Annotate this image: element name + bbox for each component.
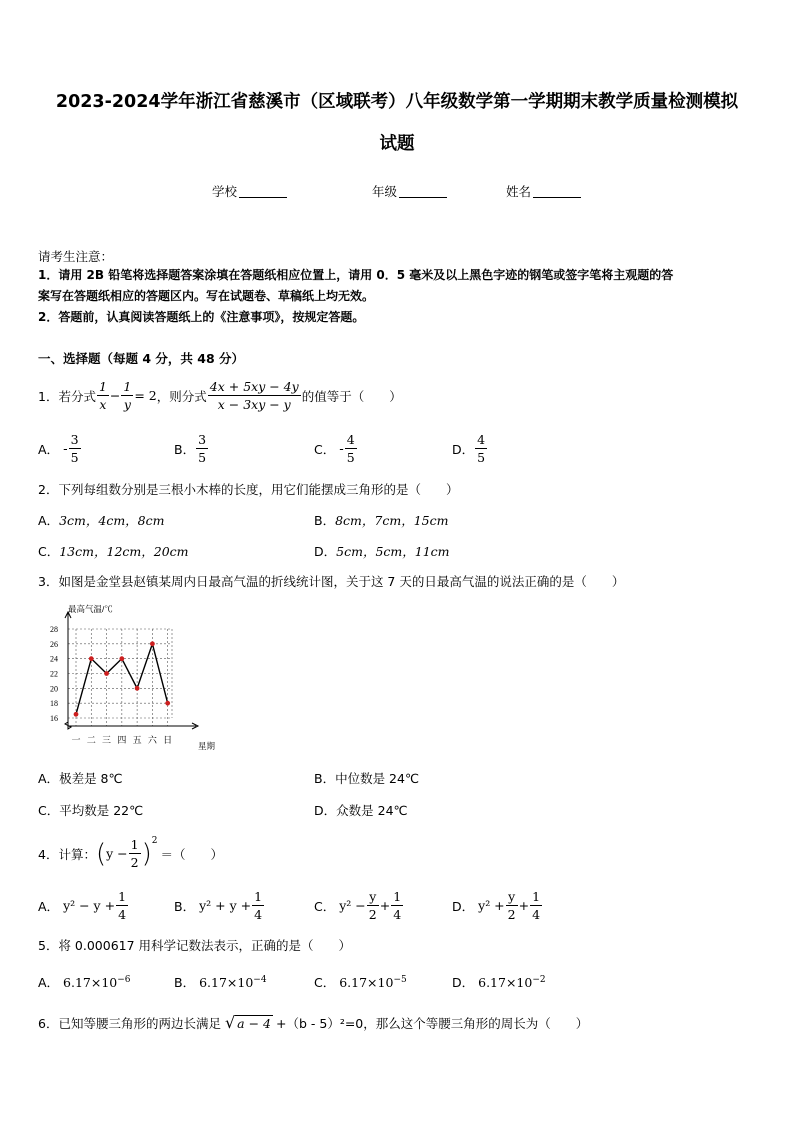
data-point [104, 671, 109, 676]
question-4: 4．计算： ( y − $\frac{1}{2}$ ) $^2$ ＝（ ） [38, 836, 223, 870]
q5-option-c: C． $6.17\times 10^{-5}$ [314, 974, 407, 990]
x-tick-label: 一 [71, 735, 81, 745]
q2-option-d: D．5cm，5cm，11cm [314, 544, 450, 559]
y-tick-label: 28 [50, 625, 58, 634]
q1-cond-frac1: $\frac{1}{x}$ [98, 379, 107, 412]
y-tick-label: 16 [50, 714, 58, 723]
q1-option-d: D． $\frac{4}{5}$ [452, 432, 486, 465]
grade-field [372, 182, 447, 200]
q5-option-d: D． $6.17\times 10^{-2}$ [452, 974, 546, 990]
y-tick-label: 22 [50, 669, 58, 679]
q1-cond-rhs: = 2 [134, 388, 157, 403]
y-tick-label: 18 [50, 699, 58, 709]
data-point [150, 641, 155, 646]
q5-option-a: A． $6.17\times 10^{-6}$ [38, 974, 131, 990]
school-field [212, 182, 287, 200]
q1-option-a: A． - $\frac{3}{5}$ [38, 432, 79, 465]
notice-item2: 2．答题前，认真阅读答题纸上的《注意事项》，按规定答题。 [38, 310, 365, 324]
notice-item1-line1: 1．请用 2B 铅笔将选择题答案涂填在答题纸相应位置上，请用 0．5 毫米及以上黑色字迹的钢笔或签字笔将主观题的答 [38, 268, 674, 282]
y-tick-label: 24 [50, 654, 58, 664]
q4-option-d: D． y² + $\frac{y}{2}$ + $\frac{1}{4}$ [452, 889, 541, 922]
x-tick-label: 二 [86, 735, 96, 745]
q6-rest: +（b - 5）²=0，那么这个等腰三角形的周长为（ ） [276, 1015, 589, 1031]
x-tick-label: 三 [102, 735, 112, 745]
x-axis-label: 星期 [198, 741, 216, 751]
data-point [74, 712, 79, 717]
chart-axes [65, 612, 198, 729]
q3-option-d: D．众数是 24℃ [314, 803, 408, 818]
q3-option-c: C．平均数是 22℃ [38, 803, 144, 818]
y-axis [65, 613, 71, 729]
question-6 [38, 1013, 588, 1032]
data-point [165, 701, 170, 706]
y-tick-label: 20 [50, 684, 58, 694]
notice-heading: 请考生注意： [38, 249, 114, 264]
grade-blank [399, 185, 447, 198]
y-tick-label: 26 [50, 639, 58, 649]
q1-option-b: B． $\frac{3}{5}$ [174, 432, 207, 465]
page-title-line2: 试题 [379, 134, 415, 154]
question-1: 1．若分式 $\frac{1}{x}$ − $\frac{1}{y}$ = 2 ，则分式 $\frac{4x + 5xy - 4y}{x - 3xy - y}$ 的值等于（ ） [38, 379, 402, 412]
q6-prefix: 6．已知等腰三角形的两边长满足 [38, 1015, 221, 1031]
q1-expr-frac: $\frac{4x + 5xy - 4y}{x - 3xy - y}$ [209, 379, 299, 412]
y-axis-label: 最高气温/℃ [68, 604, 113, 614]
section-heading: 一、选择题（每题 4 分，共 48 分） [38, 351, 245, 366]
q1-cond-frac2: $\frac{1}{y}$ [123, 379, 132, 412]
chart-y-ticks [50, 625, 58, 723]
school-blank [239, 185, 287, 198]
q4-option-b: B． y² + y + $\frac{1}{4}$ [174, 889, 263, 922]
name-blank [533, 185, 581, 198]
data-point [135, 686, 140, 691]
q1-suffix: 的值等于（ ） [301, 388, 402, 404]
q4-prefix: 4．计算： [38, 846, 96, 862]
data-point [119, 656, 124, 661]
grade-label: 年级 [372, 184, 398, 199]
q5-option-b: B． $6.17\times 10^{-4}$ [174, 974, 267, 990]
q1-option-c: C． - $\frac{4}{5}$ [314, 432, 355, 465]
chart-x-ticks [71, 735, 172, 745]
q1-prefix: 1．若分式 [38, 388, 96, 404]
x-tick-label: 五 [132, 735, 142, 745]
name-label: 姓名 [506, 184, 532, 199]
q3-option-a: A．极差是 8℃ [38, 771, 123, 786]
q2-option-c: C．13cm，12cm，20cm [38, 544, 189, 559]
q2-option-b: B．8cm，7cm，15cm [314, 513, 449, 528]
sqrt-symbol: √ [224, 1013, 236, 1032]
q3-option-b: B．中位数是 24℃ [314, 771, 419, 786]
q4-suffix: ＝（ ） [160, 846, 223, 862]
temperature-line-chart [40, 600, 230, 756]
x-tick-label: 四 [117, 735, 127, 745]
q4-option-a: A． y² − y + $\frac{1}{4}$ [38, 889, 127, 922]
question-5: 5．将 0.000617 用科学记数法表示，正确的是（ ） [38, 938, 352, 953]
data-point [89, 656, 94, 661]
q2-option-a: A．3cm，4cm，8cm [38, 513, 165, 528]
name-field [506, 182, 581, 200]
q6-radicand: a − 4 [237, 1015, 271, 1031]
q1-mid: ，则分式 [156, 388, 207, 404]
q4-option-c: C． y² − $\frac{y}{2}$ + $\frac{1}{4}$ [314, 889, 402, 922]
question-3: 3．如图是金堂县赵镇某周内日最高气温的折线统计图，关于这 7 天的日最高气温的说法正确的是（ ） [38, 574, 625, 589]
x-tick-label: 六 [147, 735, 157, 745]
x-tick-label: 日 [163, 735, 173, 745]
notice-item1-line2: 案写在答题纸相应的答题区内。写在试题卷、草稿纸上均无效。 [38, 289, 375, 303]
chart-grid [68, 629, 172, 726]
question-2: 2．下列每组数分别是三根小木棒的长度，用它们能摆成三角形的是（ ） [38, 482, 459, 497]
school-label: 学校 [212, 184, 238, 199]
page-title: 2023-2024学年浙江省慈溪市（区域联考）八年级数学第一学期期末教学质量检测模拟 [55, 92, 739, 112]
